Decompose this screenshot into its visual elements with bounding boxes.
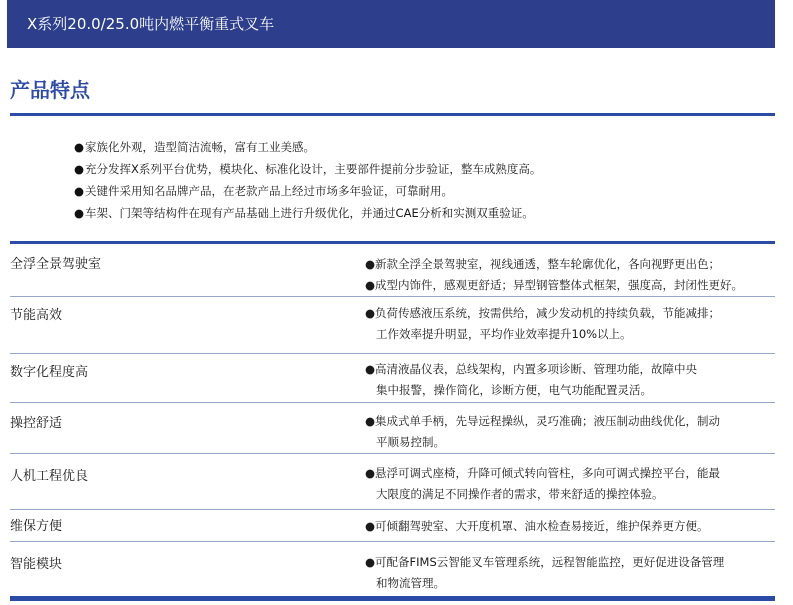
- spec-line-text: 工作效率提升明显，平均作业效率提升10%以上。: [376, 327, 632, 341]
- spec-line-text: 集成式单手柄，先导远程操纵，灵巧准确；液压制动曲线优化，制动: [375, 414, 721, 428]
- spec-line: [365, 359, 775, 380]
- row-divider: [10, 453, 775, 454]
- bullet-icon: ●: [365, 466, 376, 480]
- spec-line-text: 可倾翻驾驶室、大开度机罩、油水检查易接近，维护保养更方便。: [375, 519, 709, 533]
- spec-line: [365, 411, 775, 432]
- spec-description: [365, 552, 775, 594]
- row-divider: [10, 402, 775, 403]
- section-title: 产品特点: [10, 78, 90, 102]
- bullet-icon: ●: [365, 278, 376, 292]
- spec-description: [365, 359, 775, 401]
- spec-label: 人机工程优良: [10, 469, 89, 484]
- bullet-icon: ●: [365, 555, 376, 569]
- spec-description: [365, 303, 775, 345]
- bullet-icon: ●: [74, 184, 85, 198]
- spec-line: [365, 552, 775, 573]
- spec-line-text: 可配备FIMS云智能叉车管理系统，远程智能监控，更好促进设备管理: [375, 555, 725, 569]
- row-divider: [10, 541, 775, 542]
- spec-line: [365, 516, 775, 537]
- spec-description: [365, 516, 775, 537]
- spec-label: 维保方便: [10, 519, 63, 534]
- bullet-icon: ●: [365, 519, 376, 533]
- spec-line: [365, 573, 775, 594]
- spec-label: 智能模块: [10, 557, 63, 572]
- table-bottom-divider: [10, 596, 775, 601]
- feature-text: 车架、门架等结构件在现有产品基础上进行升级优化，并通过CAE分析和实测双重验证。: [85, 206, 534, 220]
- feature-item: [74, 180, 774, 202]
- feature-text: 充分发挥X系列平台优势，模块化、标准化设计，主要部件提前分步验证，整车成熟度高。: [85, 162, 542, 176]
- spec-line: [365, 324, 775, 345]
- spec-line: [365, 463, 775, 484]
- feature-item: [74, 158, 774, 180]
- spec-label: 节能高效: [10, 308, 63, 323]
- bullet-icon: ●: [365, 306, 376, 320]
- spec-label: 全浮全景驾驶室: [10, 257, 102, 272]
- spec-line: [365, 432, 775, 453]
- row-divider: [10, 353, 775, 354]
- spec-label: 操控舒适: [10, 416, 63, 431]
- spec-label: 数字化程度高: [10, 365, 89, 380]
- spec-line-text: 大限度的满足不同操作者的需求，带来舒适的操控体验。: [376, 487, 664, 501]
- bullet-icon: ●: [74, 162, 85, 176]
- bullet-icon: ●: [365, 362, 376, 376]
- spec-line-text: 和物流管理。: [376, 576, 445, 590]
- feature-text: 关键件采用知名品牌产品，在老款产品上经过市场多年验证，可靠耐用。: [85, 184, 454, 198]
- bullet-icon: ●: [365, 257, 376, 271]
- spec-line-text: 平顺易控制。: [376, 435, 445, 449]
- spec-line-text: 成型内饰件，感观更舒适；异型钢管整体式框架，强度高，封闭性更好。: [375, 278, 744, 292]
- feature-text: 家族化外观，造型简洁流畅，富有工业美感。: [85, 140, 316, 154]
- spec-line: [365, 254, 775, 275]
- spec-line-text: 集中报警，操作简化，诊断方便，电气功能配置灵活。: [376, 383, 652, 397]
- row-divider: [10, 509, 775, 510]
- page-title: X系列20.0/25.0吨内燃平衡重式叉车: [27, 15, 275, 33]
- feature-list: [74, 136, 774, 224]
- spec-line: [365, 484, 775, 505]
- spec-description: [365, 254, 775, 296]
- bullet-icon: ●: [74, 140, 85, 154]
- spec-description: [365, 463, 775, 505]
- row-divider: [10, 296, 775, 297]
- spec-line: [365, 275, 775, 296]
- table-top-divider: [10, 241, 775, 244]
- spec-line: [365, 380, 775, 401]
- feature-item: [74, 202, 774, 224]
- section-divider: [10, 113, 775, 116]
- spec-description: [365, 411, 775, 453]
- bullet-icon: ●: [74, 206, 85, 220]
- feature-item: [74, 136, 774, 158]
- spec-line-text: 新款全浮全景驾驶室，视线通透，整车轮廓优化，各向视野更出色；: [375, 257, 721, 271]
- spec-line-text: 负荷传感液压系统，按需供给，减少发动机的持续负载，节能减排；: [375, 306, 721, 320]
- spec-line-text: 高清液晶仪表，总线架构，内置多项诊断、管理功能，故障中央: [375, 362, 698, 376]
- spec-line-text: 悬浮可调式座椅，升降可倾式转向管柱，多向可调式操控平台，能最: [375, 466, 721, 480]
- bullet-icon: ●: [365, 414, 376, 428]
- header-bar: [7, 0, 775, 48]
- spec-line: [365, 303, 775, 324]
